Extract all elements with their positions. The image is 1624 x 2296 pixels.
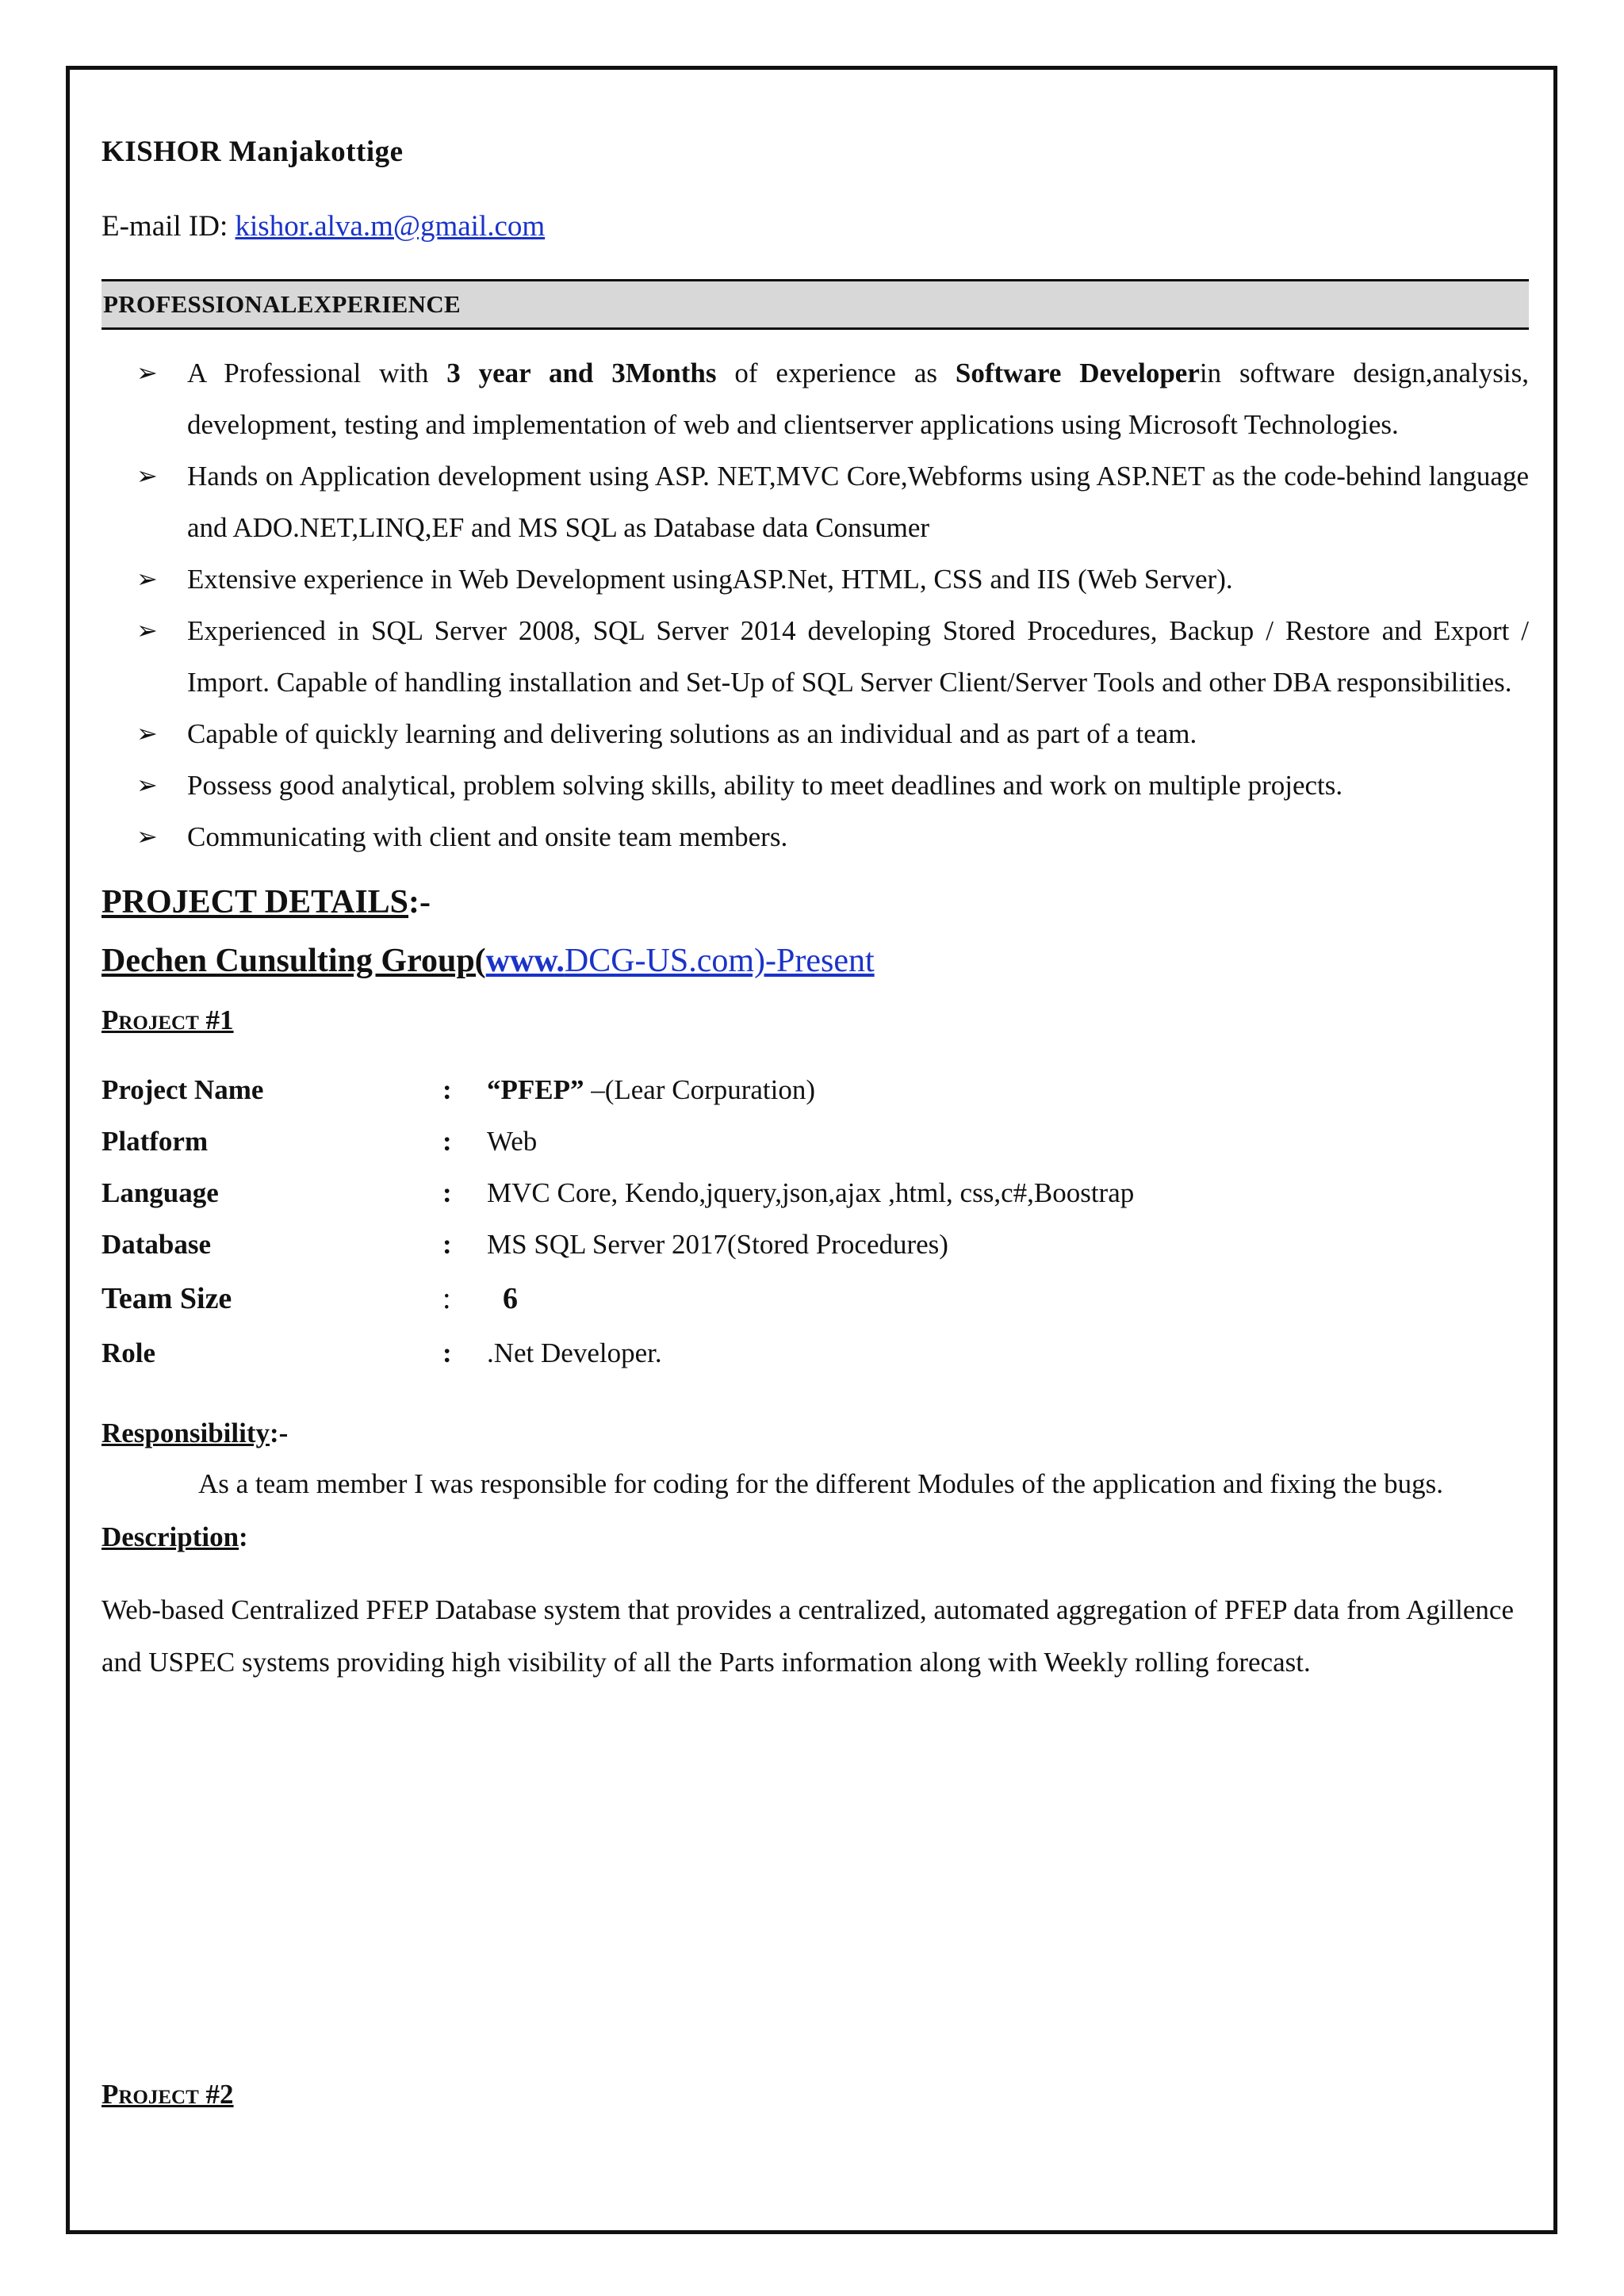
email-line [102, 209, 1529, 251]
arrow-bullet-icon: ➢ [136, 821, 158, 851]
experience-item: ➢ Extensive experience in Web Development usingASP.Net, HTML, CSS and IIS (Web Server). [102, 553, 1529, 605]
experience-item: ➢ Communicating with client and onsite team members. [102, 811, 1529, 863]
candidate-name: KISHOR Manjakottige [102, 136, 404, 168]
project-details-heading: PROJECT DETAILS:- [102, 884, 431, 920]
detail-row-team-size: Team Size : 6 [102, 1282, 518, 1315]
email-label: E-mail ID: [102, 210, 228, 243]
experience-duration: 3 year and 3Months [446, 358, 717, 388]
experience-item: ➢ Experienced in SQL Server 2008, SQL Server 2014 developing Stored Procedures, Backup / Restore and Export / Import. Capable of handling installation and Set-Up of SQL Server Client/Server Tools and other DBA responsibilities. [102, 605, 1529, 708]
arrow-bullet-icon: ➢ [136, 615, 158, 645]
experience-list [102, 347, 1529, 863]
arrow-bullet-icon: ➢ [136, 461, 158, 491]
experience-item: ➢ Possess good analytical, problem solving skills, ability to meet deadlines and work on multiple projects. [102, 760, 1529, 811]
detail-row-database: Database : MS SQL Server 2017(Stored Procedures) [102, 1229, 948, 1260]
job-title: Software Developer [955, 358, 1200, 388]
company-heading [102, 931, 1529, 991]
company-website-link[interactable]: www.DCG-US.com)-Present [485, 943, 875, 979]
arrow-bullet-icon: ➢ [136, 358, 158, 388]
arrow-bullet-icon: ➢ [136, 564, 158, 594]
description-heading: Description: [102, 1521, 248, 1552]
experience-item: ➢ A Professional with 3 year and 3Months of experience as Software Developerin software design,analysis, development, testing and implementation of web and clientserver applications using Microsoft Technologies. [102, 347, 1529, 450]
responsibility-heading: Responsibility:- [102, 1418, 289, 1448]
experience-item: ➢ Capable of quickly learning and delivering solutions as an individual and as part of a team. [102, 708, 1529, 760]
company-name: Dechen Cunsulting Group( [102, 943, 486, 979]
responsibility-text: As a team member I was responsible for coding for the different Modules of the application and fixing the bugs. [198, 1468, 1444, 1499]
arrow-bullet-icon: ➢ [136, 718, 158, 748]
description-text: Web-based Centralized PFEP Database system that provides a centralized, automated aggregation of PFEP data from Agillence and USPEC systems providing high visibility of all the Parts information along with Weekly rolling forecast. [102, 1594, 1515, 1678]
arrow-bullet-icon: ➢ [136, 770, 158, 800]
detail-row-project-name: Project Name : “PFEP” –(Lear Corpuration) [102, 1074, 816, 1105]
experience-item: ➢ Hands on Application development using ASP. NET,MVC Core,Webforms using ASP.NET as the code-behind language and ADO.NET,LINQ,EF and MS SQL as Database data Consumer [102, 450, 1529, 553]
project-1-details [102, 1064, 1529, 1379]
project-1-heading: Project #1 [102, 1004, 234, 1035]
project-2-heading: Project #2 [102, 2079, 234, 2110]
detail-row-language: Language : MVC Core, Kendo,jquery,json,ajax ,html, css,c#,Boostrap [102, 1177, 1135, 1208]
resume-content [102, 135, 1529, 1689]
section-heading-experience: PROFESSIONALEXPERIENCE [102, 279, 1529, 330]
detail-row-platform: Platform : Web [102, 1126, 538, 1157]
email-link[interactable]: kishor.alva.m@gmail.com [235, 210, 546, 243]
detail-row-role: Role : .Net Developer. [102, 1337, 662, 1368]
